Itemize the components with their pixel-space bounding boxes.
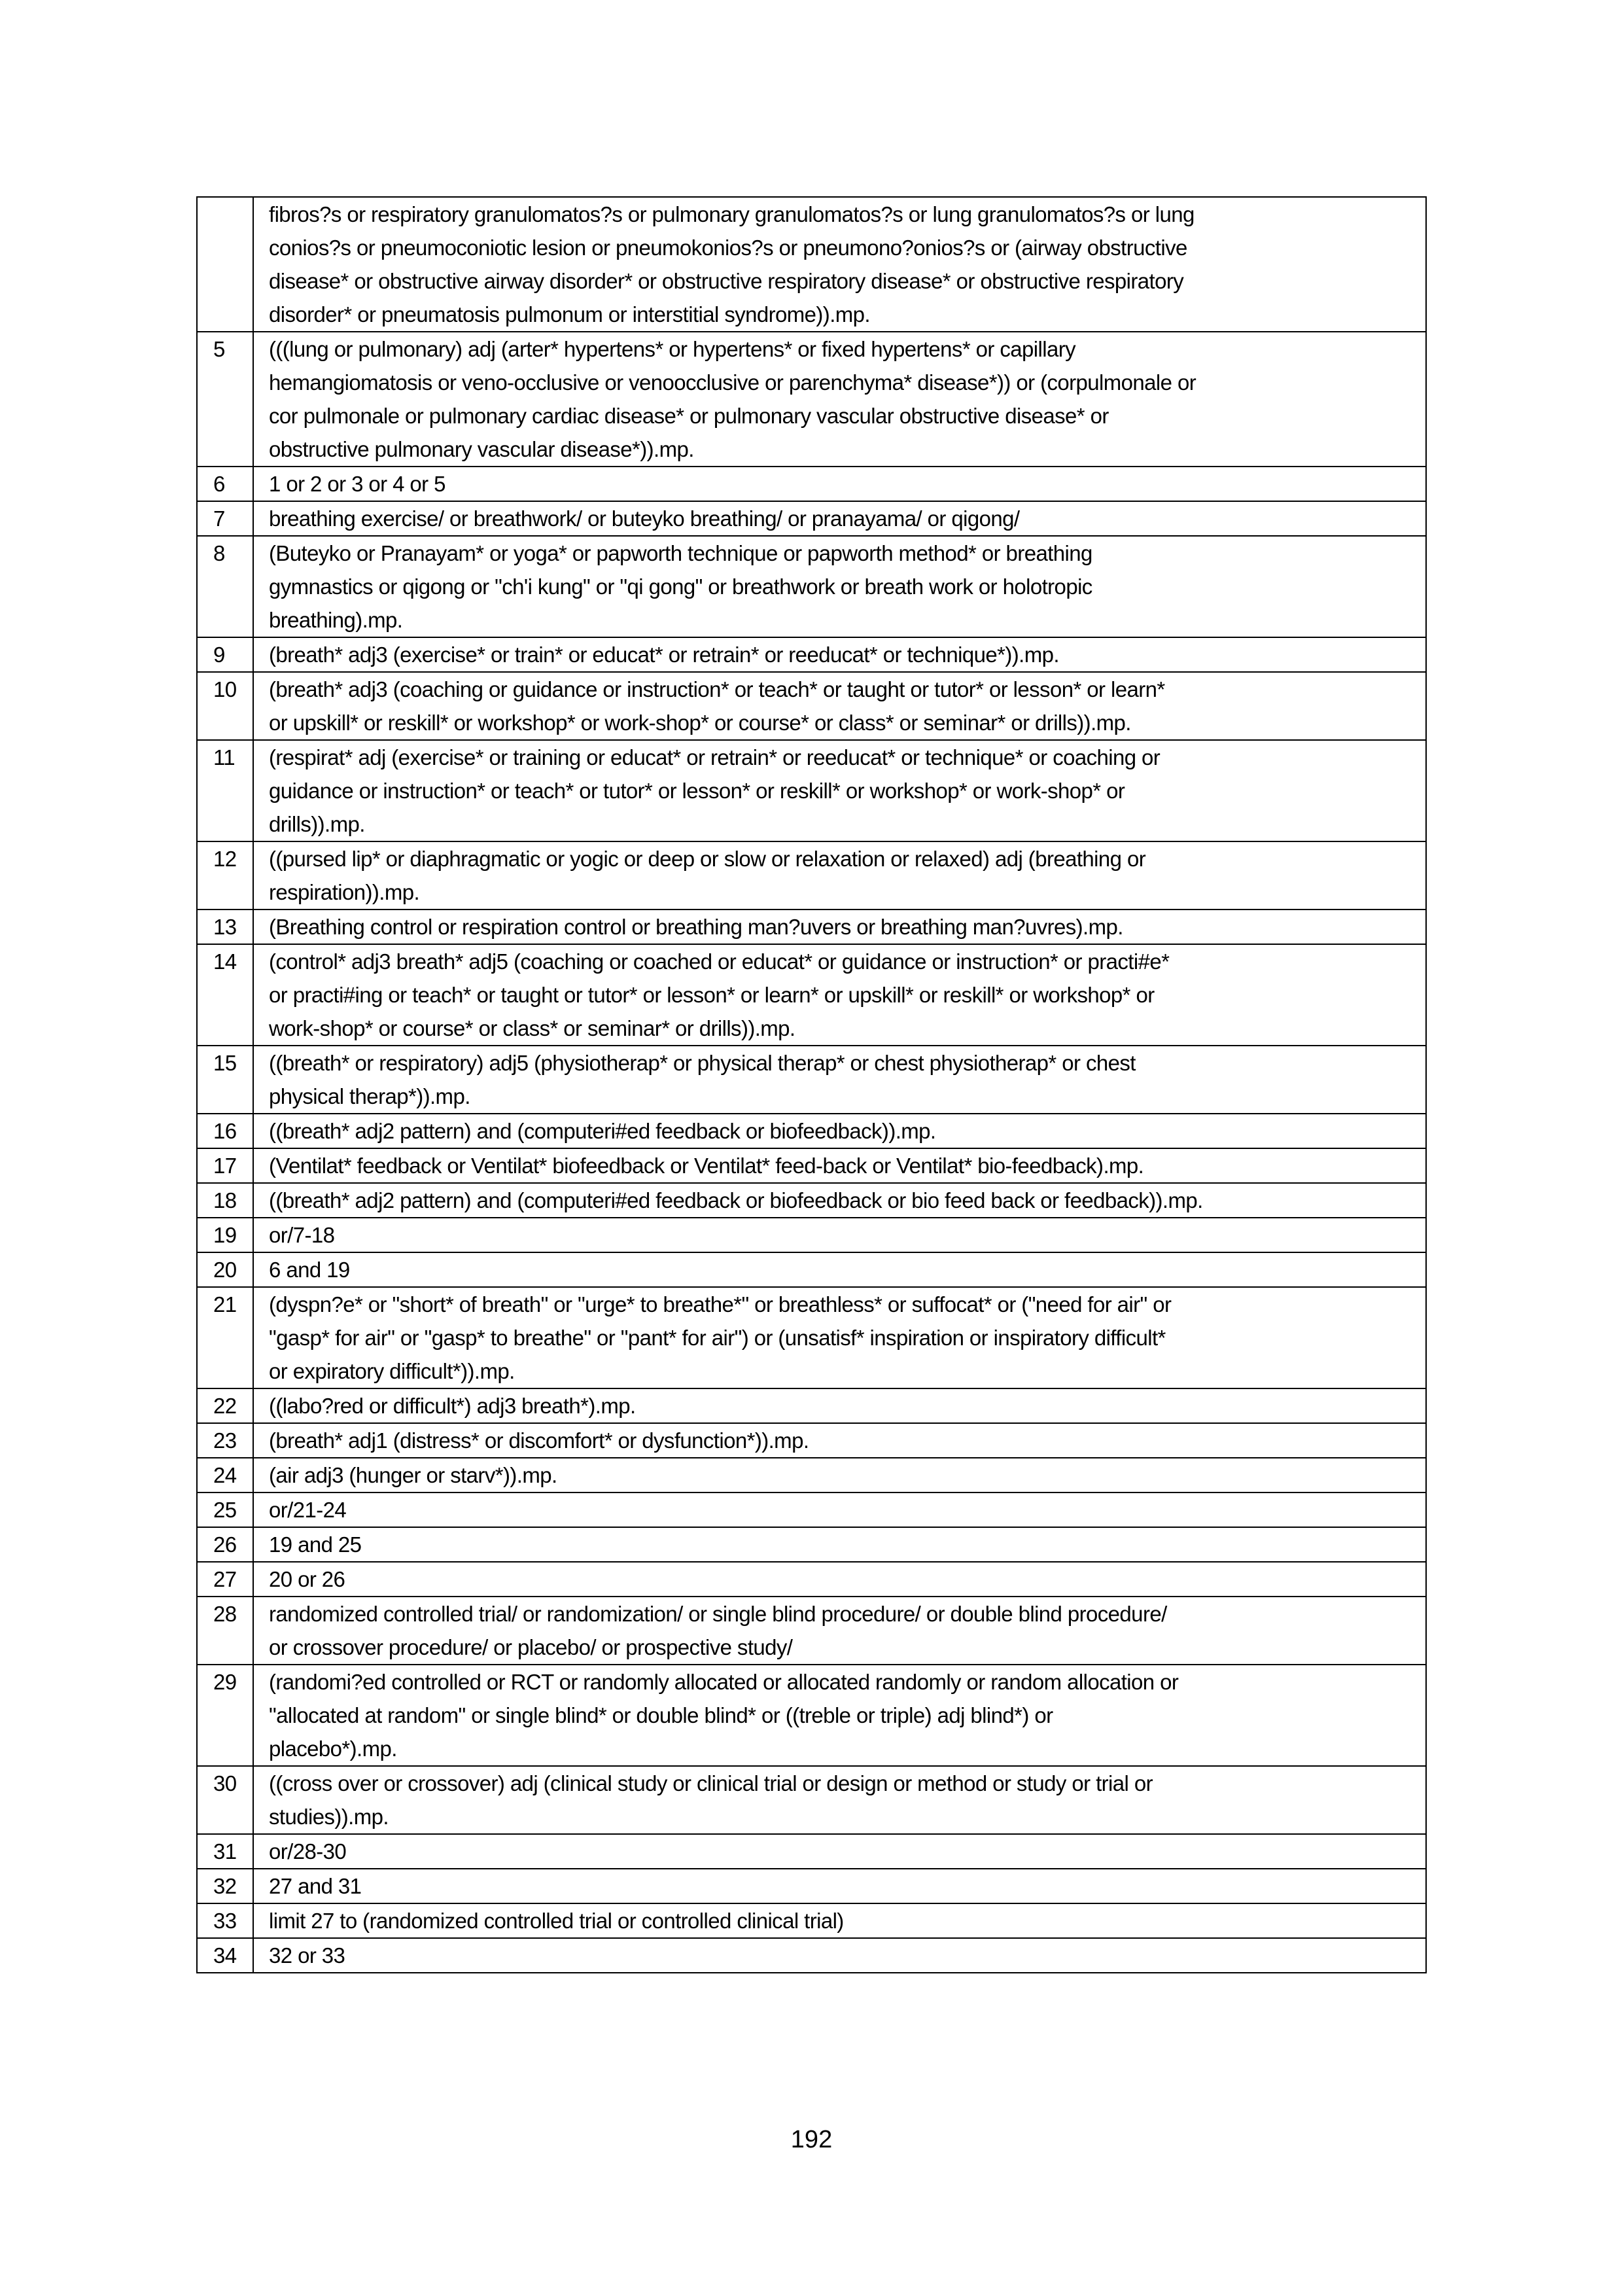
search-query-cell [253,536,1426,637]
search-query-cell [253,1938,1426,1973]
table-row [197,1046,1426,1114]
search-query-cell [253,1046,1426,1114]
line-number-cell [197,1183,253,1218]
search-query-line: or/21-24 [269,1498,347,1522]
search-query-cell [253,841,1426,910]
search-query-cell [253,1388,1426,1423]
table-row [197,1766,1426,1834]
line-number: 25 [213,1498,237,1522]
line-number: 7 [213,506,225,531]
line-number-cell [197,944,253,1046]
search-query-line: (((lung or pulmonary) adj (arter* hypertens* or hypertens* or fixed hypertens* or capillary [269,337,1075,361]
line-number-cell [197,1114,253,1148]
search-query-line: "gasp* for air" or "gasp* to breathe" or "pant* for air") or (unsatisf* inspiration or inspiratory difficult* [269,1326,1166,1350]
line-number-cell [197,501,253,536]
line-number: 8 [213,541,225,565]
table-row [197,1869,1426,1903]
line-number-cell [197,1834,253,1869]
search-query-line: (control* adj3 breath* adj5 (coaching or coached or educat* or guidance or instruction* or practi#e* [269,949,1170,974]
search-query-cell [253,637,1426,672]
search-query-cell [253,1458,1426,1492]
search-query-cell [253,1766,1426,1834]
line-number: 30 [213,1771,237,1795]
search-query-line: or/28-30 [269,1839,347,1863]
search-query-line: obstructive pulmonary vascular disease*)).mp. [269,437,694,461]
search-query-cell [253,1869,1426,1903]
search-query-cell [253,197,1426,332]
line-number: 10 [213,677,237,701]
table-row [197,501,1426,536]
search-query-cell [253,1218,1426,1252]
search-query-cell [253,1114,1426,1148]
search-query-cell [253,1903,1426,1938]
search-query-line: 19 and 25 [269,1532,362,1557]
table-row [197,1562,1426,1597]
line-number-cell [197,197,253,332]
line-number: 28 [213,1602,237,1626]
search-query-cell [253,1665,1426,1766]
line-number: 20 [213,1258,237,1282]
search-query-line: cor pulmonale or pulmonary cardiac disease* or pulmonary vascular obstructive disease* or [269,404,1109,428]
table-row [197,944,1426,1046]
search-query-cell [253,1834,1426,1869]
line-number: 6 [213,472,225,496]
search-query-line: (Buteyko or Pranayam* or yoga* or papworth technique or papworth method* or breathing [269,541,1092,565]
search-query-line: breathing exercise/ or breathwork/ or buteyko breathing/ or pranayama/ or qigong/ [269,506,1020,531]
table-row [197,1252,1426,1287]
line-number [213,198,253,231]
search-query-line: (air adj3 (hunger or starv*)).mp. [269,1463,557,1487]
line-number: 14 [213,949,237,974]
table-row [197,1287,1426,1388]
search-query-line: or crossover procedure/ or placebo/ or prospective study/ [269,1635,793,1659]
search-query-line: ((breath* adj2 pattern) and (computeri#ed feedback or biofeedback)).mp. [269,1119,936,1143]
line-number-cell [197,332,253,467]
line-number-cell [197,1869,253,1903]
line-number-cell [197,536,253,637]
search-query-cell [253,944,1426,1046]
search-query-line: "allocated at random" or single blind* or double blind* or ((treble or triple) adj blind*) or [269,1703,1053,1727]
line-number-cell [197,1046,253,1114]
search-query-line: randomized controlled trial/ or randomization/ or single blind procedure/ or double blind procedure/ [269,1602,1167,1626]
line-number: 21 [213,1292,237,1316]
line-number: 32 [213,1874,237,1898]
search-query-cell [253,467,1426,501]
search-query-cell [253,1148,1426,1183]
search-query-line: gymnastics or qigong or "ch'i kung" or "qi gong" or breathwork or breath work or holotropic [269,574,1092,599]
line-number: 5 [213,337,225,361]
search-query-line: ((pursed lip* or diaphragmatic or yogic or deep or slow or relaxation or relaxed) adj (breathing or [269,847,1146,871]
search-query-cell [253,501,1426,536]
line-number: 26 [213,1532,237,1557]
search-query-line: (breath* adj3 (exercise* or train* or educat* or retrain* or reeducat* or technique*)).mp. [269,643,1059,667]
line-number-cell [197,1423,253,1458]
table-row [197,536,1426,637]
line-number-cell [197,1252,253,1287]
table-row [197,1458,1426,1492]
search-query-cell [253,1287,1426,1388]
table-row [197,1834,1426,1869]
search-query-line: studies)).mp. [269,1805,389,1829]
table-row [197,1183,1426,1218]
line-number-cell [197,1287,253,1388]
line-number: 13 [213,915,237,939]
line-number-cell [197,672,253,740]
search-query-line: drills)).mp. [269,812,365,836]
page-number: 192 [790,2126,833,2153]
line-number-cell [197,1458,253,1492]
search-query-line: (randomi?ed controlled or RCT or randomly allocated or allocated randomly or random allocation or [269,1670,1179,1694]
search-query-line: breathing).mp. [269,608,403,632]
search-query-line: (Ventilat* feedback or Ventilat* biofeedback or Ventilat* feed-back or Ventilat* bio-feedback).mp. [269,1154,1144,1178]
search-query-cell [253,1527,1426,1562]
line-number: 18 [213,1188,237,1212]
line-number: 34 [213,1943,237,1968]
line-number: 19 [213,1223,237,1247]
line-number: 16 [213,1119,237,1143]
line-number-cell [197,841,253,910]
search-query-line: 6 and 19 [269,1258,350,1282]
search-query-cell [253,910,1426,944]
line-number-cell [197,910,253,944]
line-number-cell [197,1665,253,1766]
search-query-line: placebo*).mp. [269,1737,397,1761]
table-row [197,467,1426,501]
table-row [197,1938,1426,1973]
line-number-cell [197,1562,253,1597]
table-row [197,1423,1426,1458]
table-row [197,1148,1426,1183]
search-query-cell [253,1423,1426,1458]
line-number-cell [197,1903,253,1938]
table-row [197,332,1426,467]
line-number-cell [197,740,253,841]
line-number-cell [197,1527,253,1562]
line-number-cell [197,1938,253,1973]
search-query-line: fibros?s or respiratory granulomatos?s or pulmonary granulomatos?s or lung granulomatos?s or lung [269,202,1195,226]
line-number: 24 [213,1463,237,1487]
table-row [197,1114,1426,1148]
search-query-line: 1 or 2 or 3 or 4 or 5 [269,472,445,496]
line-number: 12 [213,847,237,871]
search-query-line: guidance or instruction* or teach* or tutor* or lesson* or reskill* or workshop* or work-shop* or [269,779,1125,803]
line-number: 17 [213,1154,237,1178]
table-body [197,197,1426,1973]
search-query-line: (respirat* adj (exercise* or training or educat* or retrain* or reeducat* or technique* or coaching or [269,745,1161,769]
search-strategy-table [196,196,1427,1973]
table-row [197,1903,1426,1938]
table-row [197,672,1426,740]
table-row [197,1527,1426,1562]
search-query-cell [253,332,1426,467]
table-row [197,1218,1426,1252]
search-query-line: hemangiomatosis or veno-occlusive or venoocclusive or parenchyma* disease*)) or (corpulmonale or [269,370,1196,395]
table-row [197,1388,1426,1423]
table-row [197,740,1426,841]
line-number-cell [197,1492,253,1527]
search-query-line: disorder* or pneumatosis pulmonum or interstitial syndrome)).mp. [269,302,870,327]
search-query-line: (dyspn?e* or "short* of breath" or "urge* to breathe*" or breathless* or suffocat* or ("need for air" or [269,1292,1172,1316]
search-query-line: or/7-18 [269,1223,335,1247]
search-query-line: ((breath* or respiratory) adj5 (physiotherap* or physical therap* or chest physiotherap* or chest [269,1051,1136,1075]
line-number-cell [197,637,253,672]
search-query-cell [253,672,1426,740]
search-query-line: 20 or 26 [269,1567,345,1591]
table-row [197,1665,1426,1766]
line-number: 31 [213,1839,237,1863]
search-query-line: ((breath* adj2 pattern) and (computeri#ed feedback or biofeedback or bio feed back or feedback)).mp. [269,1188,1203,1212]
line-number-cell [197,1148,253,1183]
line-number-cell [197,1597,253,1665]
table-row [197,197,1426,332]
line-number: 9 [213,643,225,667]
table-row [197,637,1426,672]
search-query-line: work-shop* or course* or class* or seminar* or drills)).mp. [269,1016,795,1040]
line-number-cell [197,1218,253,1252]
search-query-line: limit 27 to (randomized controlled trial or controlled clinical trial) [269,1909,844,1933]
search-query-line: physical therap*)).mp. [269,1084,470,1108]
search-query-cell [253,740,1426,841]
search-query-line: ((cross over or crossover) adj (clinical study or clinical trial or design or method or study or trial or [269,1771,1153,1795]
search-query-line: or practi#ing or teach* or taught or tutor* or lesson* or learn* or upskill* or reskill* or workshop* or [269,983,1155,1007]
search-query-cell [253,1597,1426,1665]
search-query-cell [253,1183,1426,1218]
table-row [197,910,1426,944]
line-number: 29 [213,1670,237,1694]
search-query-line: ((labo?red or difficult*) adj3 breath*).mp. [269,1394,636,1418]
search-query-line: disease* or obstructive airway disorder* or obstructive respiratory disease* or obstructive respiratory [269,269,1184,293]
search-query-cell [253,1252,1426,1287]
line-number: 27 [213,1567,237,1591]
search-query-line: conios?s or pneumoconiotic lesion or pneumokonios?s or pneumono?onios?s or (airway obstructive [269,236,1187,260]
search-query-line: 32 or 33 [269,1943,345,1968]
line-number-cell [197,467,253,501]
line-number: 33 [213,1909,237,1933]
search-query-cell [253,1562,1426,1597]
line-number: 15 [213,1051,237,1075]
search-query-line: (breath* adj1 (distress* or discomfort* or dysfunction*)).mp. [269,1428,809,1453]
search-query-line: (breath* adj3 (coaching or guidance or instruction* or teach* or taught or tutor* or lesson* or learn* [269,677,1165,701]
table-row [197,841,1426,910]
search-query-line: (Breathing control or respiration control or breathing man?uvers or breathing man?uvres).mp. [269,915,1123,939]
search-query-cell [253,1492,1426,1527]
line-number: 23 [213,1428,237,1453]
table-row [197,1492,1426,1527]
search-query-line: 27 and 31 [269,1874,362,1898]
search-query-line: respiration)).mp. [269,880,420,904]
search-query-line: or upskill* or reskill* or workshop* or work-shop* or course* or class* or seminar* or drills)).mp. [269,711,1131,735]
table-row [197,1597,1426,1665]
search-query-line: or expiratory difficult*)).mp. [269,1359,515,1383]
line-number: 11 [213,745,236,769]
line-number: 22 [213,1394,237,1418]
line-number-cell [197,1388,253,1423]
line-number-cell [197,1766,253,1834]
